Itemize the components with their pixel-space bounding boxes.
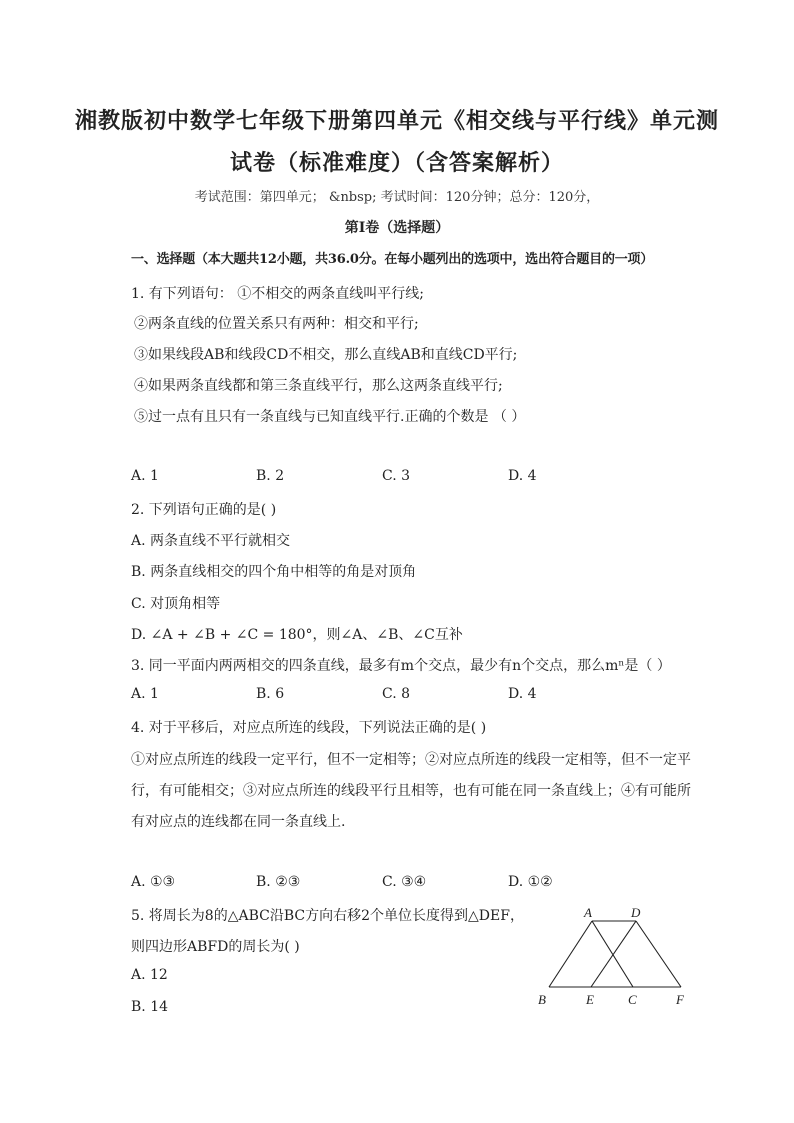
- q3-stem: 3. 同一平面内两两相交的四条直线，最多有m个交点，最少有n个交点，那么mⁿ是（ ）: [131, 658, 671, 674]
- label-f: F: [676, 992, 684, 1007]
- q5-option-b[interactable]: B. 14: [131, 999, 169, 1015]
- q1-option-b[interactable]: B. 2: [256, 468, 285, 484]
- q1-option-c[interactable]: C. 3: [382, 468, 411, 484]
- q1-statement-4: ④如果两条直线都和第三条直线平行，那么这两条直线平行;: [134, 378, 503, 394]
- label-e: E: [586, 992, 594, 1007]
- q1-statement-3: ③如果线段AB和线段CD不相交，那么直线AB和直线CD平行;: [134, 347, 518, 363]
- label-d: D: [631, 905, 641, 920]
- q4-paragraph-1: ①对应点所连的线段一定平行，但不一定相等；②对应点所连的线段一定相等，但不一定平: [131, 752, 691, 768]
- q4-option-d[interactable]: D. ①②: [508, 874, 553, 890]
- q1-stem: 1. 有下列语句： ①不相交的两条直线叫平行线;: [131, 286, 424, 302]
- q1-option-a[interactable]: A. 1: [131, 468, 159, 484]
- label-c: C: [628, 992, 637, 1007]
- line-df: [636, 921, 681, 987]
- doc-title-line2: 试卷（标准难度）（含答案解析）: [229, 150, 564, 176]
- q5-stem: 5. 将周长为8的△ABC沿BC方向右移2个单位长度得到△DEF，: [131, 908, 524, 924]
- q5-option-a[interactable]: A. 12: [131, 967, 168, 983]
- section-heading: 一、选择题（本大题共12小题，共36.0分。在每小题列出的选项中，选出符合题目的一项）: [131, 252, 654, 267]
- line-ab: [549, 921, 592, 987]
- volume-title: 第I卷（选择题）: [344, 220, 450, 236]
- q1-statement-2: ②两条直线的位置关系只有两种：相交和平行;: [134, 316, 419, 332]
- q1-option-d[interactable]: D. 4: [508, 468, 537, 484]
- q3-option-a[interactable]: A. 1: [131, 686, 159, 702]
- q4-stem: 4. 对于平移后，对应点所连的线段，下列说法正确的是( ): [131, 720, 487, 736]
- label-a: A: [584, 905, 592, 920]
- q3-option-d[interactable]: D. 4: [508, 686, 537, 702]
- q2-option-a[interactable]: A. 两条直线不平行就相交: [131, 533, 291, 549]
- q4-option-b[interactable]: B. ②③: [256, 874, 301, 890]
- exam-info: 考试范围：第四单元； &nbsp; 考试时间：120分钟；总分：120分，: [194, 190, 600, 205]
- doc-title-line1: 湘教版初中数学七年级下册第四单元《相交线与平行线》单元测: [74, 108, 719, 134]
- q4-option-c[interactable]: C. ③④: [382, 874, 427, 890]
- q4-option-a[interactable]: A. ①③: [131, 874, 176, 890]
- q3-option-b[interactable]: B. 6: [256, 686, 285, 702]
- q4-paragraph-2: 行，有可能相交；③对应点所连的线段平行且相等，也有可能在同一条直线上；④有可能所: [131, 783, 691, 799]
- q2-option-d[interactable]: D. ∠A + ∠B + ∠C = 180°，则∠A、∠B、∠C互补: [131, 627, 463, 643]
- triangle-translation-figure: [530, 900, 700, 1012]
- q2-stem: 2. 下列语句正确的是( ): [131, 502, 277, 518]
- q4-paragraph-3: 有对应点的连线都在同一条直线上.: [131, 814, 346, 830]
- q2-option-c[interactable]: C. 对顶角相等: [131, 596, 221, 612]
- q5-stem-continued: 则四边形ABFD的周长为( ): [131, 939, 300, 955]
- q2-option-b[interactable]: B. 两条直线相交的四个角中相等的角是对顶角: [131, 564, 417, 580]
- label-b: B: [538, 992, 546, 1007]
- q3-option-c[interactable]: C. 8: [382, 686, 411, 702]
- q1-statement-5: ⑤过一点有且只有一条直线与已知直线平行.正确的个数是 （ ）: [134, 409, 526, 425]
